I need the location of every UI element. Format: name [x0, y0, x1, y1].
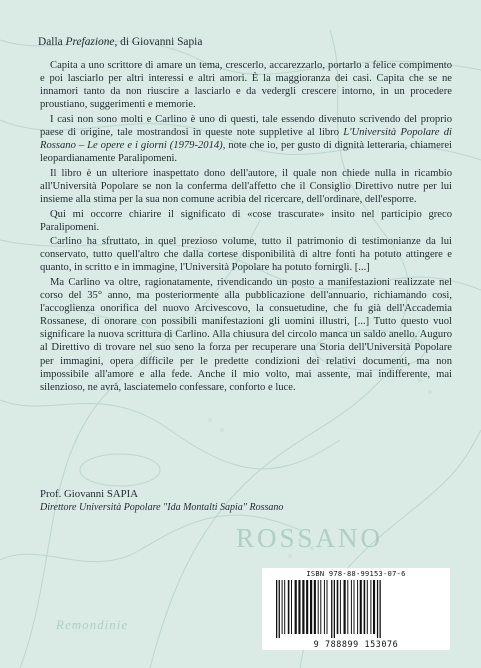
preface-paragraph: [40, 113, 452, 165]
paragraph-text: I casi non sono molti e Carlino è uno di questi, tale essendo divenuto scrivendo del proprio paese di origine, tale mostrandosi in queste note suppletive al libro: [40, 113, 452, 138]
barcode-bar: [344, 580, 346, 634]
barcode-bar: [340, 580, 341, 634]
paragraph-text: Il libro è un ulteriore inaspettato dono dell'autore, il quale non chiede nulla in ricambio all'Università Popolare se non la conferma dell'affetto che il Consiglio Direttivo nutre per lui insieme alla stima per la sua non comune acribia del ricercare, dell'ordinare, dell'esporre.: [40, 167, 452, 205]
isbn-barcode: [262, 568, 450, 650]
barcode-bar: [367, 580, 368, 634]
preface-paragraph: [40, 167, 452, 206]
barcode-bar: [364, 580, 366, 634]
barcode-bar: [310, 580, 312, 634]
paragraph-text: Capita a uno scrittore di amare un tema, crescerlo, accarezzarlo, portarlo a felice compimento e poi lasciarlo per altri interessi e altri amori. È la maggioranza dei casi. Capita che se ne innamori tanto da non riuscire a lasciarlo e da vedergli crescere intorno, in un procedere proustiano, suggerimenti e memorie.: [40, 60, 452, 111]
barcode-bar: [288, 580, 290, 634]
preface-paragraph: [40, 235, 452, 274]
preface-text: [40, 59, 452, 395]
barcode-bars: [274, 580, 438, 638]
signature: [40, 487, 283, 515]
paragraph-text: Qui mi occorre chiarire il significato di «cose trascurate» insito nel participio greco Paralipomeni.: [40, 208, 452, 233]
heading-work: Prefazione: [65, 36, 115, 48]
preface-paragraph: [40, 59, 452, 111]
paragraph-text: Ma Carlino va oltre, ragionatamente, rivendicando un posto a manifestazioni realizzate nel corso del 35° anno, ma posteriormente alla pubblicazione dell'annuario, richiamando così, l'accoglienza onorifica del nuovo Arcivescovo, la consuetudine, che fu già dell'Accademia Rossanese, di onorare con possibili manifestazioni gli uomini illustri, [...] Tutto questo vuol significare la nuova scrittura di Carlino. Alla chiusura del circolo manca un saldo anello. Auguro al Direttivo di trovare nel suo seno la forza per recuperare una Storia dell'Università Popolare per immagini, opera difficile per le predette condizioni dei relativi documenti, ma non impossibile all'amore e alla fede. Anche il mio volto, mai assente, mai indifferente, mai silenzioso, ne avrà, lasciatemelo confessare, conforto e luce.: [40, 277, 452, 393]
barcode-digits: 9 788899 153076: [313, 639, 399, 649]
barcode-bar: [276, 580, 277, 638]
barcode-bar: [318, 580, 319, 634]
barcode-bar: [282, 580, 283, 634]
preface-paragraph: [40, 276, 452, 394]
barcode-bar: [347, 580, 348, 634]
barcode-bar: [337, 580, 339, 634]
barcode-bar: [354, 580, 355, 634]
paragraph-text: , note che io, per gusto di dignità letteraria, chiamerei leopardianamente Paralipomeni.: [40, 140, 452, 165]
barcode-bar: [279, 580, 280, 638]
barcode-bar: [377, 580, 378, 638]
barcode-bar: [284, 580, 285, 634]
signature-role: Direttore Università Popolare "Ida Montalti Sapia" Rossano: [40, 502, 284, 513]
barcode-bar: [314, 580, 316, 634]
map-label-place: Remondinie: [56, 617, 129, 632]
barcode-bar: [334, 580, 335, 638]
book-title: L'Università Popolare di Rossano – Le opere e i giorni (1979-2014): [40, 126, 453, 152]
barcode-bar: [331, 580, 332, 638]
barcode-bar: [324, 580, 325, 634]
barcode-bar: [327, 580, 328, 634]
barcode-bar: [302, 580, 304, 634]
heading-prefix: Dalla: [38, 36, 66, 48]
barcode-bar: [360, 580, 362, 634]
barcode-bar: [295, 580, 297, 634]
barcode-bar: [351, 580, 352, 634]
map-label-town: ROSSANO: [236, 523, 384, 553]
preface-paragraph: [40, 208, 452, 234]
barcode-bar: [357, 580, 358, 634]
paragraph-text: Carlino ha sfruttato, in quel prezioso volume, tutto il patrimonio di testimonianze da lui conservato, tutto quell'altro che dalla cortese disponibilità di altre fonti ha potuto attingere e quanto, in scritto e in immagine, l'Università Popolare ha potuto fornirgli. [...]: [40, 236, 452, 274]
signature-name: Prof. Giovanni SAPIA: [40, 488, 139, 500]
barcode-bar: [291, 580, 292, 634]
isbn-number: ISBN 978-88-99153-07-6: [306, 570, 406, 578]
barcode-bar: [380, 580, 381, 638]
preface-heading: [38, 35, 202, 49]
barcode-bar: [320, 580, 321, 634]
barcode-bar: [370, 580, 371, 634]
heading-suffix: , di Giovanni Sapia: [114, 36, 203, 48]
barcode-bar: [373, 580, 375, 634]
barcode-bar: [298, 580, 300, 634]
barcode-bar: [306, 580, 308, 634]
